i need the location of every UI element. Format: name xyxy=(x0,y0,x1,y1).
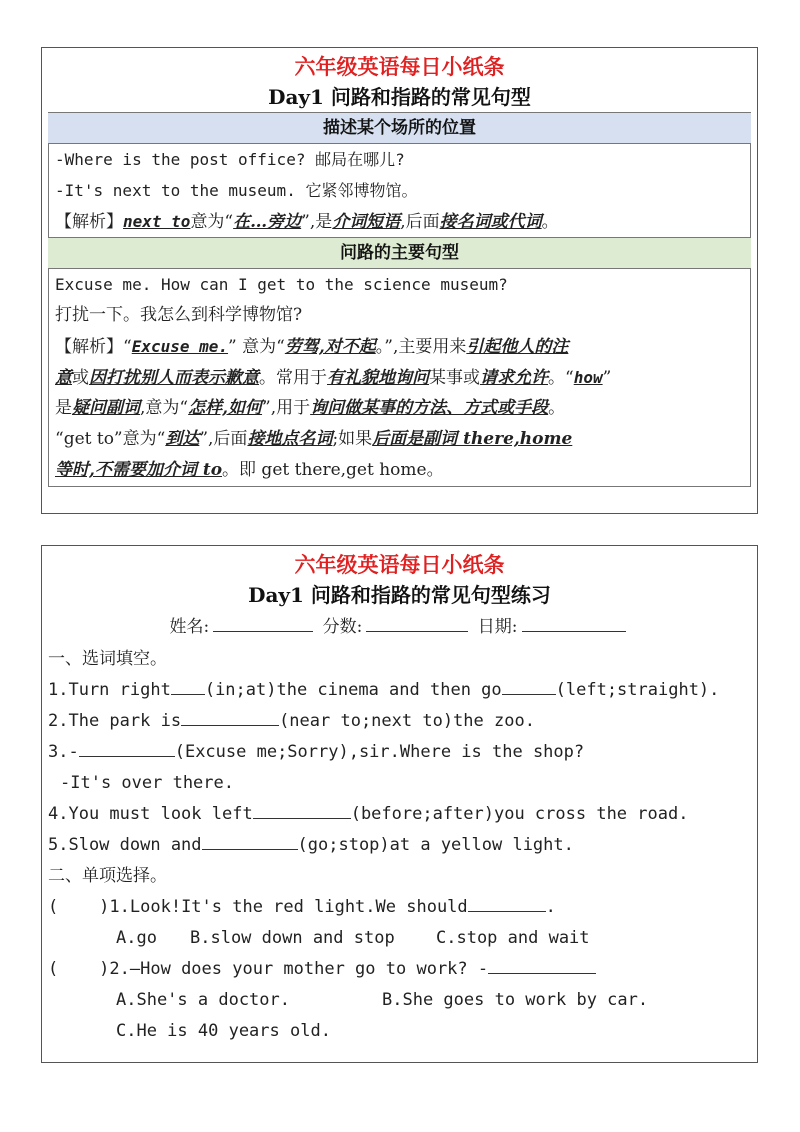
exercise-card xyxy=(41,545,758,1063)
note-text: 。即 get there,get home。 xyxy=(222,460,444,480)
note-text: 【解析】“ xyxy=(55,337,132,357)
option-c[interactable]: C.stop and wait xyxy=(436,928,590,948)
question-text: 5.Slow down and xyxy=(48,835,202,855)
keyword: 到达 xyxy=(165,429,200,449)
date-label: 日期: xyxy=(477,617,518,637)
analysis-label: 【解析】 xyxy=(55,212,123,232)
note-text: 。常用于 xyxy=(259,368,327,388)
card-subtitle: Day1 问路和指路的常见句型 xyxy=(268,85,531,109)
section-heading-location: 描述某个场所的位置 xyxy=(48,112,751,144)
keyword: 引起他人的注 xyxy=(466,337,569,357)
note-text: ,后面 xyxy=(400,212,440,232)
keyword: next to xyxy=(123,212,191,231)
option-a[interactable]: A.She's a doctor. xyxy=(116,990,290,1010)
option-a[interactable]: A.go xyxy=(116,928,157,948)
question-text: 3.- xyxy=(48,742,79,762)
keyword: 疑问副词 xyxy=(72,398,140,418)
date-field[interactable] xyxy=(522,613,626,632)
note-text: 是 xyxy=(55,398,72,418)
note-text: 。“ xyxy=(548,368,574,388)
card-title: 六年级英语每日小纸条 xyxy=(294,552,505,577)
question-text: 1.Turn right xyxy=(48,680,171,700)
question-2 xyxy=(48,706,757,737)
question-3-reply: -It's over there. xyxy=(60,773,234,793)
answer-paren[interactable]: ( ) xyxy=(48,959,110,979)
example-sentence: Excuse me. How can I get to the science museum? xyxy=(55,275,508,294)
question-text: (go;stop)at a yellow light. xyxy=(297,835,574,855)
answer-blank[interactable] xyxy=(502,677,556,695)
question-text: (before;after)you cross the road. xyxy=(350,804,689,824)
analysis-line xyxy=(49,393,750,424)
answer-blank[interactable] xyxy=(171,677,205,695)
analysis-line xyxy=(49,424,750,455)
question-text: (left;straight). xyxy=(555,680,720,700)
answer-blank[interactable] xyxy=(79,739,175,757)
keyword: 介词短语 xyxy=(332,212,401,232)
section-asking-body xyxy=(48,269,751,487)
note-text: ” 意为“ xyxy=(228,337,285,357)
question-text: 4.You must look left xyxy=(48,804,253,824)
part2-heading: 二、单项选择。 xyxy=(48,866,167,886)
question-text: 2.—How does your mother go to work? - xyxy=(109,959,489,979)
mc-options-1 xyxy=(48,923,757,954)
keyword: how xyxy=(573,368,603,387)
example-answer: -It's next to the museum. 它紧邻博物馆。 xyxy=(55,181,418,200)
question-text: 2.The park is xyxy=(48,711,182,731)
answer-blank[interactable] xyxy=(253,801,351,819)
note-text: ;如果 xyxy=(332,429,373,449)
question-text: (Excuse me;Sorry),sir.Where is the shop? xyxy=(174,742,585,762)
keyword: 接地点名词 xyxy=(247,429,333,449)
note-text: ”,后面 xyxy=(199,429,248,449)
part1-heading: 一、选词填空。 xyxy=(48,649,167,669)
keyword: 请求允许 xyxy=(480,368,548,388)
section-heading-asking: 问路的主要句型 xyxy=(48,237,751,269)
option-c[interactable]: C.He is 40 years old. xyxy=(116,1021,331,1041)
example-question: -Where is the post office? 邮局在哪儿? xyxy=(55,150,405,169)
keyword: 因打扰别人而表示歉意 xyxy=(89,368,259,388)
keyword: 意 xyxy=(55,368,72,388)
keyword: 有礼貌地询问 xyxy=(327,368,429,388)
question-text: (near to;next to)the zoo. xyxy=(279,711,535,731)
option-b[interactable]: B.slow down and stop xyxy=(190,928,395,948)
note-text: 。 xyxy=(541,212,559,232)
section-location-body xyxy=(48,144,751,237)
analysis-line xyxy=(49,331,750,362)
example-translation: 打扰一下。我怎么到科学博物馆? xyxy=(55,305,303,325)
question-1 xyxy=(48,675,757,706)
note-text: “get to”意为“ xyxy=(55,429,166,449)
keyword: 后面是副词 there,home xyxy=(372,429,573,449)
exercise-body xyxy=(42,644,757,1047)
question-5 xyxy=(48,830,757,861)
analysis-line xyxy=(49,455,750,486)
keyword: 等时,不需要加介词 to xyxy=(55,460,223,480)
answer-paren[interactable]: ( ) xyxy=(48,897,110,917)
note-text: 意为“ xyxy=(190,212,234,232)
answer-blank[interactable] xyxy=(488,956,596,974)
answer-blank[interactable] xyxy=(202,832,298,850)
analysis-note xyxy=(49,206,750,237)
option-b[interactable]: B.She goes to work by car. xyxy=(382,990,649,1010)
score-field[interactable] xyxy=(366,613,468,632)
card-title: 六年级英语每日小纸条 xyxy=(294,54,505,79)
mc-question-2 xyxy=(48,954,757,985)
note-text: 或 xyxy=(72,368,89,388)
score-label: 分数: xyxy=(322,617,363,637)
question-text: . xyxy=(545,897,556,917)
note-text: ”,用于 xyxy=(262,398,311,418)
keyword: 在…旁边 xyxy=(233,212,302,232)
question-4 xyxy=(48,799,757,830)
answer-blank[interactable] xyxy=(181,708,279,726)
question-3 xyxy=(48,737,757,768)
keyword: 询问做某事的方法、方式或手段 xyxy=(310,398,549,418)
keyword: Excuse me. xyxy=(131,337,229,356)
name-field[interactable] xyxy=(213,613,313,632)
student-info-row xyxy=(42,610,757,644)
analysis-line xyxy=(49,362,750,393)
study-note-card xyxy=(41,47,758,514)
mc-question-1 xyxy=(48,892,757,923)
note-text: 。 xyxy=(548,398,566,418)
keyword: 劳驾,对不起 xyxy=(284,337,376,357)
mc-options-2-cont xyxy=(48,1016,757,1047)
note-text: ,意为“ xyxy=(140,398,189,418)
card-subtitle: Day1 问路和指路的常见句型练习 xyxy=(248,583,551,607)
mc-options-2 xyxy=(48,985,757,1016)
keyword: 接名词或代词 xyxy=(439,212,542,232)
note-text: ” xyxy=(602,368,612,388)
answer-blank[interactable] xyxy=(468,894,546,912)
question-text: 1.Look!It's the red light.We should xyxy=(109,897,468,917)
note-text: ”,是 xyxy=(301,212,333,232)
note-text: 。”,主要用来 xyxy=(375,337,467,357)
question-text: (in;at)the cinema and then go xyxy=(204,680,502,700)
keyword: 怎样,如何 xyxy=(188,398,263,418)
name-label: 姓名: xyxy=(169,617,210,637)
note-text: 某事或 xyxy=(429,368,480,388)
